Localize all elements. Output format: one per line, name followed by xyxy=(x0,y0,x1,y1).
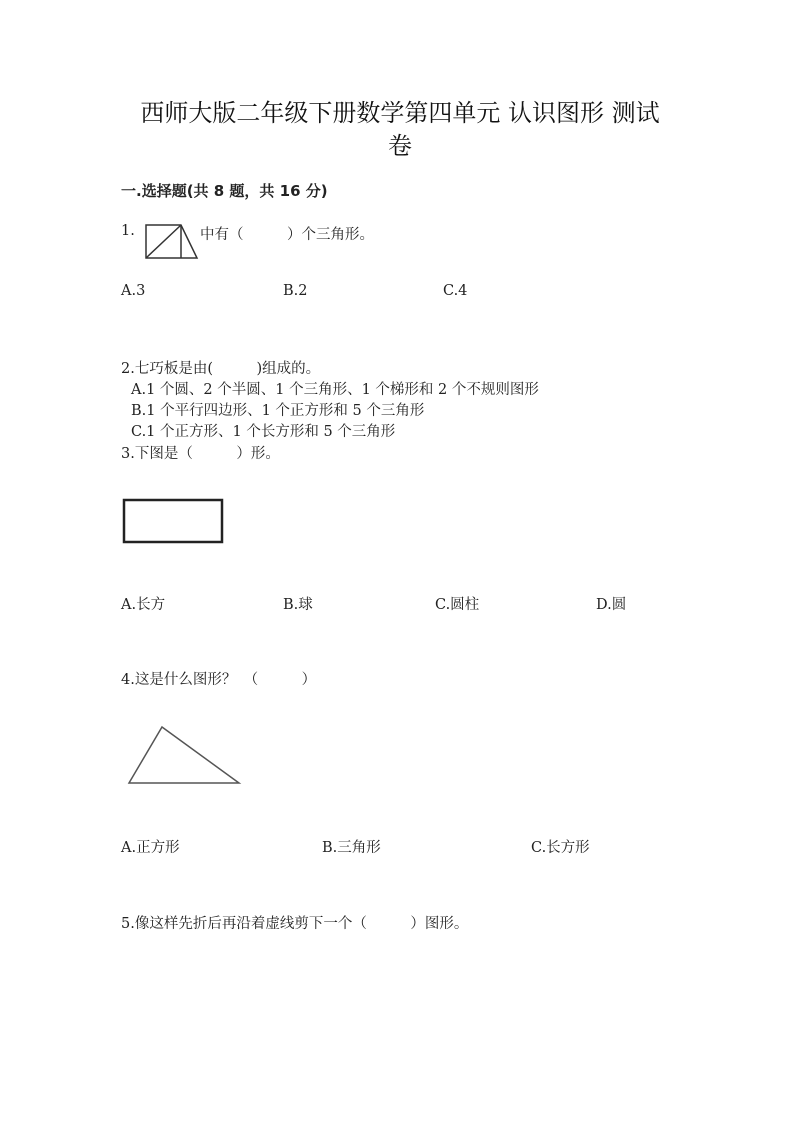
question-2-option-b[interactable]: B.1 个平行四边形、1 个正方形和 5 个三角形 xyxy=(131,403,425,419)
trapezoid-outline xyxy=(146,225,197,258)
question-1-option-b[interactable]: B.2 xyxy=(283,283,308,299)
question-3-option-b[interactable]: B.球 xyxy=(283,597,313,613)
question-3-option-c[interactable]: C.圆柱 xyxy=(435,597,480,613)
question-3-text: 3.下图是（ ）形。 xyxy=(121,446,280,462)
question-3-option-a[interactable]: A.长方 xyxy=(121,597,166,613)
question-3-option-d[interactable]: D.圆 xyxy=(596,597,627,613)
question-1-text: 中有（ ）个三角形。 xyxy=(200,227,374,243)
triangle-figure xyxy=(126,724,244,786)
question-5-text: 5.像这样先折后再沿着虚线剪下一个（ ）图形。 xyxy=(121,916,469,932)
page-title-line-2: 卷 xyxy=(388,132,412,160)
question-1-option-a[interactable]: A.3 xyxy=(121,283,146,299)
page-title-line-1: 西师大版二年级下册数学第四单元 认识图形 测试 xyxy=(140,99,660,127)
question-2-text: 2.七巧板是由( )组成的。 xyxy=(121,361,321,377)
rectangle-outline xyxy=(124,500,222,542)
rectangle-figure xyxy=(122,498,226,546)
question-4-option-a[interactable]: A.正方形 xyxy=(121,840,180,856)
question-4-option-c[interactable]: C.长方形 xyxy=(531,840,590,856)
diagonal-divider-line xyxy=(146,225,181,258)
question-4-text: 4.这是什么图形？ （ ） xyxy=(121,672,317,688)
question-2-option-a[interactable]: A.1 个圆、2 个半圆、1 个三角形、1 个梯形和 2 个不规则图形 xyxy=(131,382,539,398)
trapezoid-triangles-figure xyxy=(143,223,199,261)
section-heading: 一.选择题(共 8 题，共 16 分) xyxy=(121,182,328,200)
question-2-option-c[interactable]: C.1 个正方形、1 个长方形和 5 个三角形 xyxy=(131,424,396,440)
question-1-option-c[interactable]: C.4 xyxy=(443,283,468,299)
question-4-option-b[interactable]: B.三角形 xyxy=(322,840,381,856)
question-1-number: 1. xyxy=(121,223,135,239)
triangle-outline xyxy=(129,727,239,783)
